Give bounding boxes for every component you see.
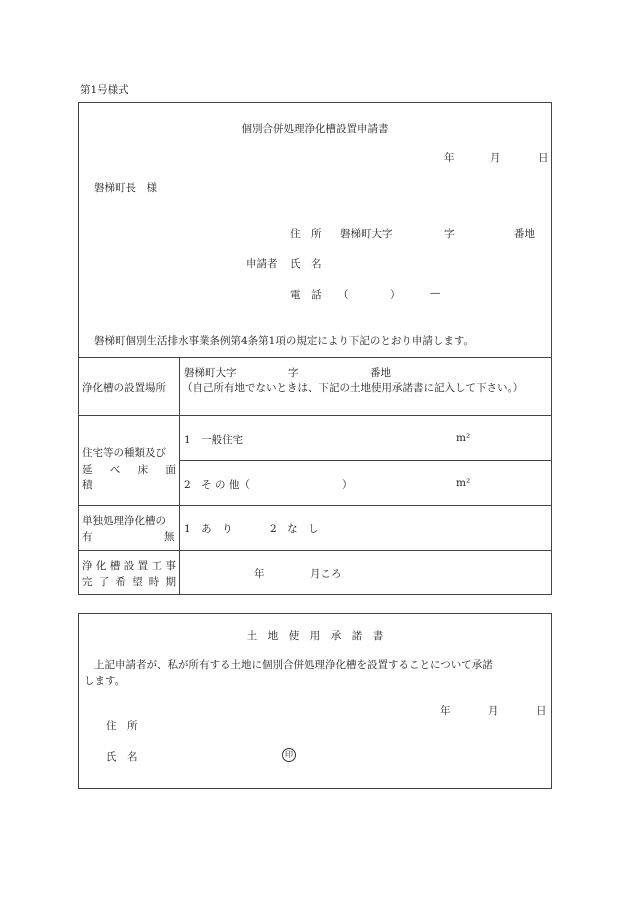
completion-month: 月ころ [310, 568, 342, 580]
location-note: （自己所有地でないときは、下記の土地使用承諾書に記入して下さい。） [182, 382, 524, 394]
phone-close-paren: ） [390, 289, 401, 301]
table-column-divider [179, 357, 180, 595]
housing-option-1-unit: m² [456, 432, 471, 444]
consent-date-year: 年 [440, 705, 451, 717]
consent-text-line1: 上記申請者が、私が所有する土地に個別合併処理浄化槽を設置することについて承諾 [94, 659, 493, 671]
seal-mark: 印 [282, 748, 296, 762]
consent-name-label: 氏 名 [106, 751, 138, 763]
completion-year: 年 [254, 568, 265, 580]
application-title: 個別合併処理浄化槽設置申請書 [241, 123, 389, 135]
location-header: 浄化槽の設置場所 [82, 382, 166, 394]
name-label: 氏 名 [290, 258, 322, 270]
housing-header-line2: 延 べ 床 面 積 [82, 464, 187, 491]
consent-title: 土 地 使 用 承 諾 書 [246, 630, 384, 642]
single-tank-header-none: 無 [164, 531, 175, 543]
housing-option-1: 1 一般住宅 [184, 434, 244, 446]
consent-date-day: 日 [536, 705, 547, 717]
completion-header-line2: 完了希望時期 [82, 576, 176, 588]
date-month: 月 [490, 152, 501, 164]
seal-icon [282, 748, 296, 762]
address-label: 住 所 [290, 228, 322, 240]
phone-dash: — [430, 287, 441, 299]
single-tank-header-exists: 有 [82, 531, 93, 543]
phone-open-paren: （ [338, 289, 349, 301]
completion-header-line1: 浄化槽設置工事 [82, 560, 176, 572]
date-day: 日 [538, 152, 549, 164]
consent-text-line2: します。 [84, 675, 126, 687]
form-number: 第1号様式 [80, 84, 129, 96]
single-tank-header-line1: 単独処理浄化槽の [82, 515, 166, 527]
housing-option-2-unit: m² [456, 477, 471, 489]
housing-header-line1: 住宅等の種類及び [82, 447, 166, 459]
phone-label: 電 話 [290, 289, 322, 301]
housing-option-2: 2 そ の 他（ [184, 479, 250, 491]
row-divider-3 [78, 550, 552, 551]
single-tank-option-no: 2 な し [270, 523, 319, 535]
row-divider-1 [78, 415, 552, 416]
application-statement: 磐梯町個別生活排水事業条例第4条第1項の規定により下記のとおり申請します。 [94, 335, 475, 347]
date-year: 年 [444, 152, 455, 164]
single-tank-option-yes: 1 あ り [184, 523, 233, 535]
consent-date-month: 月 [488, 705, 499, 717]
address-aza: 字 [444, 228, 455, 240]
row-divider-2 [78, 505, 552, 506]
consent-address-label: 住 所 [106, 720, 138, 732]
row-divider-housing [179, 460, 552, 461]
applicant-label: 申請者 [246, 258, 278, 270]
addressee: 磐梯町長 様 [94, 182, 157, 194]
table-top-line [78, 357, 552, 358]
location-banchi: 番地 [370, 367, 391, 379]
housing-option-2-close: ） [342, 479, 353, 491]
address-prefix: 磐梯町大字 [340, 228, 393, 240]
location-prefix: 磐梯町大字 [184, 367, 237, 379]
location-aza: 字 [288, 367, 299, 379]
address-banchi: 番地 [514, 228, 535, 240]
